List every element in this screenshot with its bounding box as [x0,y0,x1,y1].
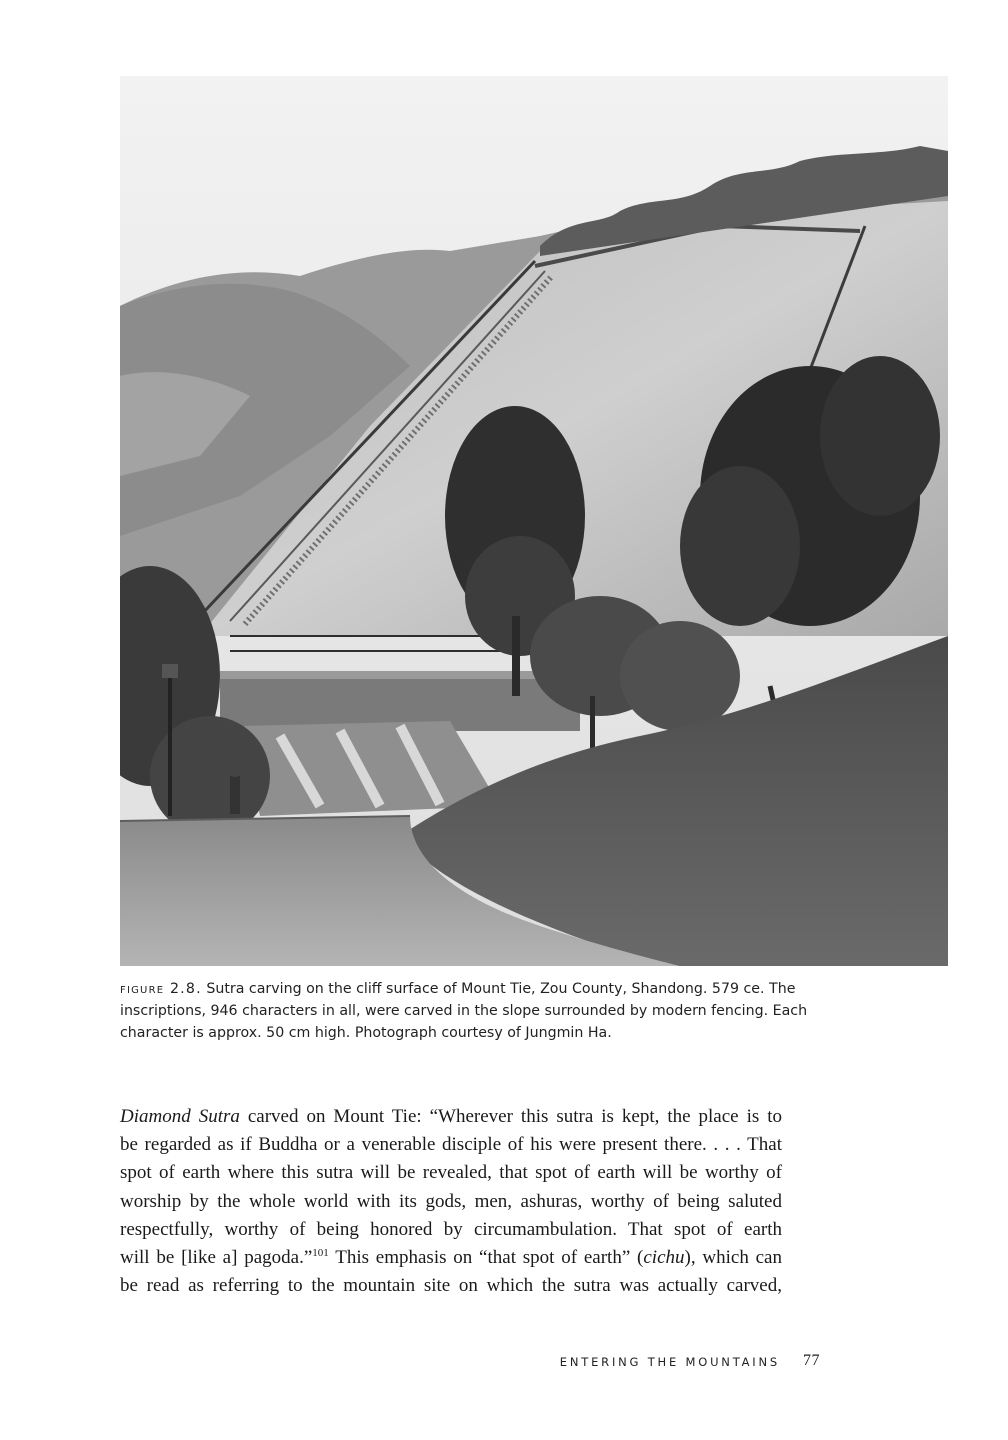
body-line-1-text: carved on Mount Tie: “Wherever this sutra is kept, the place is to [239,1106,782,1127]
body-line-6-italic: cichu [643,1247,685,1269]
body-line-6-b: This emphasis on “that spot of earth” ( [328,1247,644,1269]
work-title: Diamond Sutra [120,1106,240,1127]
photograph-mount-tie-cliff [120,76,948,966]
body-line-6-c: ), which can [684,1247,782,1269]
body-line-4: worship by the whole world with its gods, men, ashuras, worthy of being saluted [120,1190,782,1212]
footnote-marker[interactable]: 101 [312,1247,329,1260]
body-line-3: spot of earth where this sutra will be revealed, that spot of earth will be worthy of [120,1162,782,1184]
body-line-6 [120,1244,782,1272]
body-line-7: be read as referring to the mountain site on which the sutra was actually carved, [120,1275,782,1297]
body-line-1 [120,1103,782,1131]
body-line-2: be regarded as if Buddha or a venerable disciple of his were present there. . . . That [120,1134,782,1156]
body-line-6-a: will be [like a] pagoda.” [120,1247,313,1269]
figure-caption-text: Sutra carving on the cliff surface of Mount Tie, Zou County, Shandong. 579 ce. The inscriptions, 946 characters in all, were carved in the slope surrounded by modern fencing. Each character is approx. 50 cm high. Photograph courtesy of Jungmin Ha. [120,981,808,1041]
page-number: 77 [803,1352,820,1369]
figure-label: figure 2.8. [120,981,202,997]
figure-caption [120,978,810,1044]
body-paragraph [120,1103,782,1300]
running-footer-section-title: ENTERING THE MOUNTAINS [559,1355,780,1369]
figure-photograph [120,76,948,966]
body-line-5: respectfully, worthy of being honored by circumambulation. That spot of earth [120,1218,782,1240]
